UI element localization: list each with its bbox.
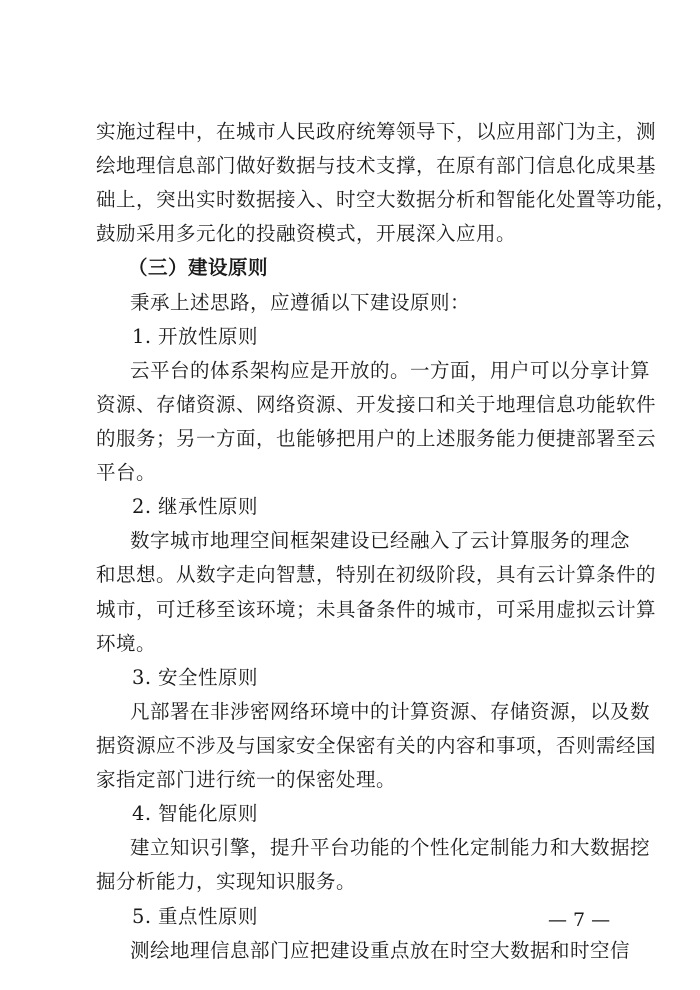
page-number: — 7 — — [548, 909, 611, 931]
paragraph-line: 的服务；另一方面，也能够把用户的上述服务能力便捷部署至云 — [96, 427, 657, 450]
paragraph-line: 凡部署在非涉密网络环境中的计算资源、存储资源，以及数 — [130, 700, 651, 723]
principle-title: 智能化原则 — [158, 802, 259, 825]
paragraph-line: 云平台的体系架构应是开放的。一方面，用户可以分享计算 — [130, 359, 651, 382]
paragraph-line: 城市，可迁移至该环境；未具备条件的城市，可采用虚拟云计算 — [96, 598, 657, 621]
principle-title: 安全性原则 — [158, 666, 259, 689]
principle-title: 继承性原则 — [158, 495, 259, 518]
principle-title: 开放性原则 — [158, 325, 259, 348]
intro-sentence: 秉承上述思路，应遵循以下建设原则： — [130, 291, 471, 314]
principle-heading-1 — [132, 320, 258, 354]
principle-heading-2 — [132, 490, 258, 524]
paragraph-line: 绘地理信息部门做好数据与技术支撑，在原有部门信息化成果基 — [96, 154, 657, 177]
principle-number: 4. — [132, 802, 152, 825]
paragraph-line: 测绘地理信息部门应把建设重点放在时空大数据和时空信 — [130, 939, 631, 962]
paragraph-line: 掘分析能力，实现知识服务。 — [96, 870, 357, 893]
paragraph-line: 实施过程中，在城市人民政府统筹领导下，以应用部门为主，测 — [96, 120, 657, 143]
principle-number: 5. — [132, 905, 152, 928]
principle-number: 3. — [132, 666, 152, 689]
principle-number: 2. — [132, 495, 152, 518]
paragraph-line: 据资源应不涉及与国家安全保密有关的内容和事项，否则需经国 — [96, 734, 657, 757]
paragraph-line: 和思想。从数字走向智慧，特别在初级阶段，具有云计算条件的 — [96, 563, 657, 586]
section-heading: （三）建设原则 — [128, 256, 269, 279]
paragraph-line: 建立知识引擎，提升平台功能的个性化定制能力和大数据挖 — [130, 836, 651, 859]
paragraph-line: 鼓励采用多元化的投融资模式，开展深入应用。 — [96, 222, 517, 245]
paragraph-line: 家指定部门进行统一的保密处理。 — [96, 768, 397, 791]
principle-number: 1. — [132, 325, 152, 348]
paragraph-line: 环境。 — [96, 632, 157, 655]
paragraph-line: 础上，突出实时数据接入、时空大数据分析和智能化处置等功能， — [96, 188, 677, 211]
principle-heading-3 — [132, 661, 258, 695]
principle-title: 重点性原则 — [158, 905, 259, 928]
principle-heading-4 — [132, 797, 258, 831]
principle-heading-5 — [132, 900, 258, 934]
paragraph-line: 数字城市地理空间框架建设已经融入了云计算服务的理念 — [130, 529, 631, 552]
paragraph-line: 平台。 — [96, 461, 157, 484]
paragraph-line: 资源、存储资源、网络资源、开发接口和关于地理信息功能软件 — [96, 393, 657, 416]
